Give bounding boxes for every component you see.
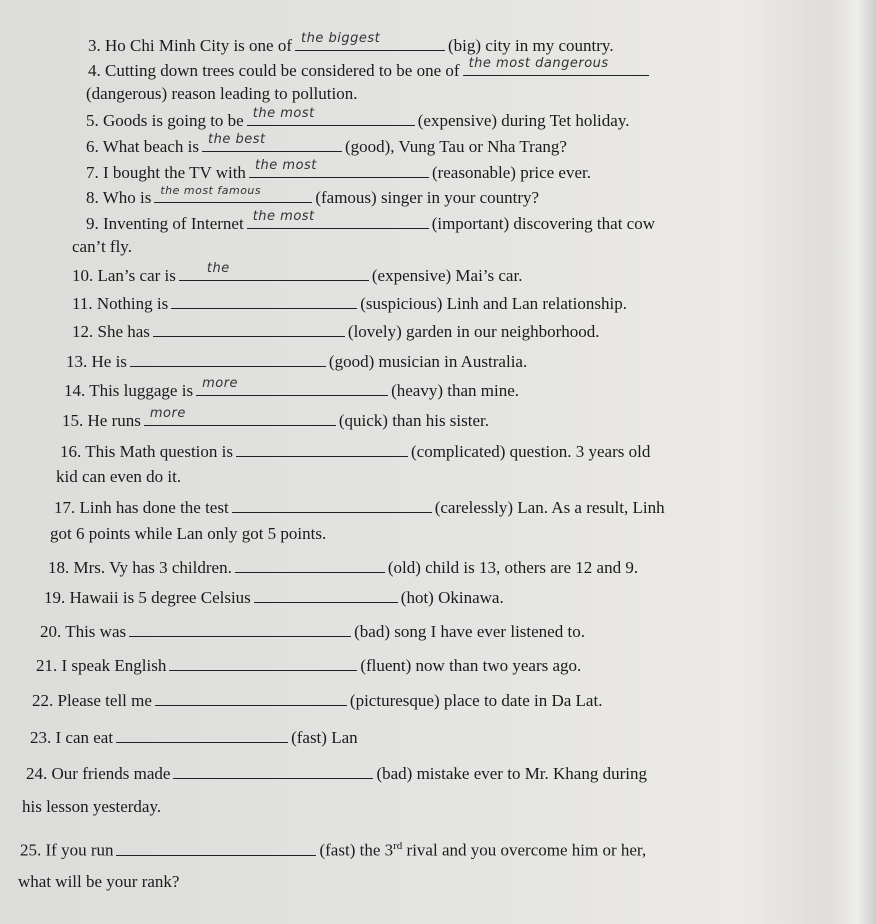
handwritten-answer: the most dangerous (468, 56, 609, 71)
handwritten-answer: more (202, 376, 239, 391)
exercise-line-4: 4. Cutting down trees could be considered to be one of the most dangerous (88, 59, 652, 81)
exercise-line-24: 24. Our friends made (bad) mistake ever to Mr. Khang during (26, 764, 647, 783)
handwritten-answer: the best (207, 132, 266, 147)
answer-blank[interactable] (155, 689, 347, 706)
exercise-line-25-cont: what will be your rank? (18, 872, 180, 891)
answer-blank[interactable] (236, 440, 408, 457)
answer-blank[interactable] (130, 350, 326, 367)
answer-blank[interactable] (171, 292, 357, 309)
exercise-line-20: 20. This was (bad) song I have ever listened to. (40, 622, 585, 641)
exercise-line-4-cont: (dangerous) reason leading to pollution. (86, 84, 358, 103)
handwritten-answer: the most (252, 106, 315, 121)
exercise-line-16: 16. This Math question is (complicated) question. 3 years old (60, 442, 651, 461)
answer-blank[interactable] (463, 56, 649, 76)
answer-blank[interactable] (154, 186, 312, 203)
exercise-line-19: 19. Hawaii is 5 degree Celsius (hot) Okinawa. (44, 588, 504, 607)
exercise-line-5: 5. Goods is going to be the most (expensive) during Tet holiday. (86, 106, 630, 130)
exercise-line-14: 14. This luggage is more (heavy) than mine. (64, 376, 520, 400)
handwritten-answer: the most famous (160, 184, 262, 197)
answer-blank[interactable] (153, 320, 345, 337)
exercise-line-22: 22. Please tell me (picturesque) place to date in Da Lat. (32, 691, 603, 710)
handwritten-answer: more (149, 406, 186, 421)
exercise-line-21: 21. I speak English (fluent) now than two years ago. (36, 656, 582, 675)
answer-blank[interactable] (116, 839, 316, 856)
page-fold-shadow (828, 0, 876, 924)
exercise-line-3: 3. Ho Chi Minh City is one of the biggest (big) city in my country. (88, 31, 614, 55)
handwritten-answer: the biggest (301, 31, 381, 46)
answer-blank[interactable] (295, 31, 445, 51)
answer-blank[interactable] (169, 654, 357, 671)
answer-blank[interactable] (202, 132, 342, 152)
handwritten-answer: the most (254, 158, 317, 173)
exercise-line-9-cont: can’t fly. (72, 237, 132, 256)
exercise-line-23: 23. I can eat (fast) Lan (30, 728, 358, 747)
answer-blank[interactable] (129, 620, 351, 637)
exercise-line-6: 6. What beach is the best (good), Vung Tau or Nha Trang? (86, 132, 567, 156)
answer-blank[interactable] (179, 261, 369, 281)
exercise-line-18: 18. Mrs. Vy has 3 children. (old) child is 13, others are 12 and 9. (48, 558, 639, 577)
answer-blank[interactable] (249, 158, 429, 178)
exercise-line-25: 25. If you run (fast) the 3rd rival and you overcome him or her, (20, 840, 647, 860)
answer-blank[interactable] (254, 586, 398, 603)
exercise-line-15: 15. He runs more (quick) than his sister. (62, 406, 490, 430)
exercise-line-8: 8. Who is the most famous (famous) singer in your country? (86, 186, 539, 208)
exercise-line-17: 17. Linh has done the test (carelessly) Lan. As a result, Linh (54, 498, 665, 517)
handwritten-answer: the most (252, 209, 315, 224)
answer-blank[interactable] (235, 556, 385, 573)
handwritten-answer: the (206, 261, 230, 276)
exercise-line-10: 10. Lan’s car is the (expensive) Mai’s car. (72, 261, 523, 285)
exercise-line-24-cont: his lesson yesterday. (22, 797, 162, 816)
exercise-line-11: 11. Nothing is (suspicious) Linh and Lan relationship. (72, 294, 627, 313)
exercise-line-16-cont: kid can even do it. (56, 467, 182, 486)
exercise-line-17-cont: got 6 points while Lan only got 5 points. (50, 524, 327, 543)
exercise-line-7: 7. I bought the TV with the most (reasonable) price ever. (86, 158, 591, 182)
answer-blank[interactable] (196, 376, 388, 396)
answer-blank[interactable] (173, 762, 373, 779)
answer-blank[interactable] (232, 496, 432, 513)
answer-blank[interactable] (247, 209, 429, 229)
answer-blank[interactable] (247, 106, 415, 126)
exercise-line-13: 13. He is (good) musician in Australia. (66, 352, 528, 371)
answer-blank[interactable] (144, 406, 336, 426)
exercise-line-12: 12. She has (lovely) garden in our neighborhood. (72, 322, 600, 341)
exercise-line-9: 9. Inventing of Internet the most (important) discovering that cow (86, 209, 655, 233)
answer-blank[interactable] (116, 726, 288, 743)
